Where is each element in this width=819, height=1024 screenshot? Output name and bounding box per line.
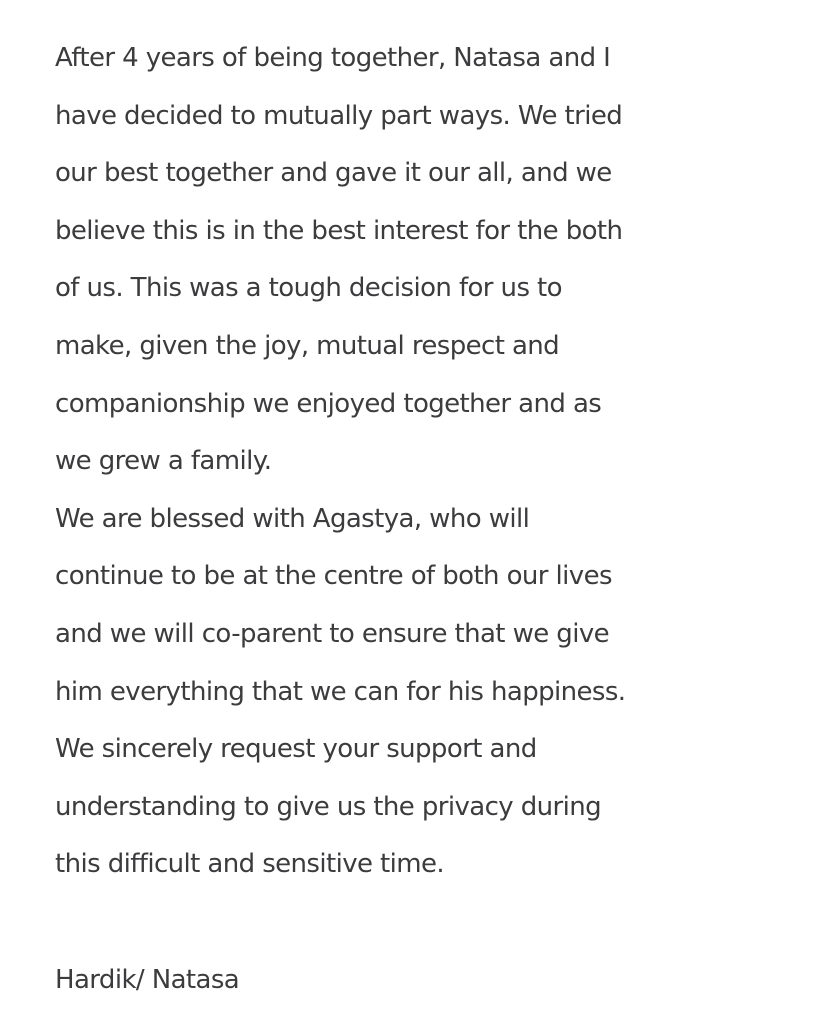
note-line: understanding to give us the privacy during [55, 791, 601, 822]
note-line: We are blessed with Agastya, who will [55, 503, 530, 534]
note-line: him everything that we can for his happiness. [55, 676, 626, 707]
note-line: this difficult and sensitive time. [55, 849, 445, 880]
note-line: make, given the joy, mutual respect and [55, 330, 560, 361]
note-line: our best together and gave it our all, and we [55, 158, 612, 189]
note-line: of us. This was a tough decision for us to [55, 273, 562, 304]
note-line: continue to be at the centre of both our lives [55, 561, 612, 592]
blank-line [55, 894, 815, 952]
note-line: and we will co-parent to ensure that we give [55, 618, 610, 649]
note-line: believe this is in the best interest for the both [55, 215, 623, 246]
note-line: We sincerely request your support and [55, 734, 537, 765]
note-line: After 4 years of being together, Natasa and I [55, 43, 611, 73]
signature: Hardik/ Natasa [55, 964, 240, 995]
note-line: we grew a family. [55, 446, 272, 477]
note-body [55, 30, 815, 1009]
note-line: companionship we enjoyed together and as [55, 388, 602, 419]
note-line: have decided to mutually part ways. We tried [55, 100, 623, 131]
